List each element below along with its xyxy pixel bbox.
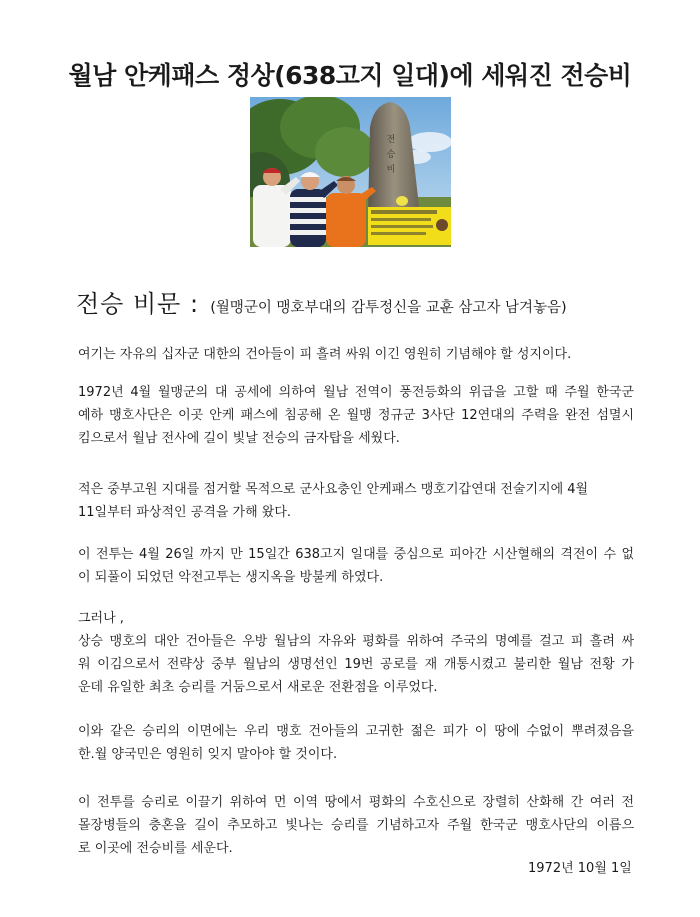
paragraph-1 [78,343,634,366]
paragraph-6 [78,720,634,766]
svg-text:비: 비 [386,165,396,175]
inscription-heading [76,284,567,319]
paragraph-3 [78,478,634,524]
paragraph-line: 예하 맹호사단은 이곳 안케 패스에 침공해 온 월맹 정규군 3사단 12연대의 주력을 완전 섬멸시 [78,408,634,423]
paragraph-line: 킴으로서 월남 전사에 길이 빛날 전승의 금자탑을 세웠다. [78,431,400,446]
paragraph-line: 그러나 , [78,611,124,626]
document-title: 월남 안케패스 정상(638고지 일대)에 세워진 전승비 [68,61,632,90]
paragraph-line: 이 되풀이 되었던 악전고투는 생지옥을 방불케 하였다. [78,570,384,585]
monument-photo [250,97,451,247]
paragraph-line: 워 이김으로서 전략상 중부 월남의 생명선인 19번 공로를 재 개통시켰고 불리한 월남 전황 가 [78,657,634,672]
svg-text:전: 전 [386,135,396,145]
paragraph-line: 1972년 4월 월맹군의 대 공세에 의하여 월남 전역이 풍전등화의 위급을 고할 때 주월 한국군 [78,385,634,400]
paragraph-line: 여기는 자유의 십자군 대한의 건아들이 피 흘려 싸워 이긴 영원히 기념해야 할 성지이다. [78,347,572,362]
paragraph-line: 이 전투를 승리로 이끌기 위하여 먼 이역 땅에서 평화의 수호신으로 장렬히 산화해 간 여러 전 [78,795,634,810]
paragraph-line: 이 전투는 4월 26일 까지 만 15일간 638고지 일대를 중심으로 피아간 시산혈해의 격전이 수 없 [78,547,634,562]
paragraph-2 [78,381,634,450]
paragraph-line: 한.월 양국민은 영원히 잊지 말아야 할 것이다. [78,747,338,762]
paragraph-5 [78,607,634,699]
paragraph-7 [78,791,634,860]
paragraph-line: 이와 같은 승리의 이면에는 우리 맹호 건아들의 고귀한 젊은 피가 이 땅에 수없이 뿌려졌음을 [78,724,634,739]
svg-text:승: 승 [386,150,396,160]
paragraph-line: 로 이곳에 전승비를 세운다. [78,841,233,856]
paragraph-line: 운데 유일한 최초 승리를 거둠으로서 새로운 전환점을 이루었다. [78,680,438,695]
paragraph-line: 상승 맹호의 대안 건아들은 우방 월남의 자유와 평화를 위하여 주국의 명예를 걸고 피 흘려 싸 [78,634,634,649]
heading-main: 전승 비문 : [76,290,200,318]
paragraph-line: 몰장병들의 충혼을 길이 추모하고 빛나는 승리를 기념하고자 주월 한국군 맹호사단의 이름으 [78,818,634,833]
paragraph-line: 11일부터 파상적인 공격을 가해 왔다. [78,505,292,520]
inscription-date: 1972년 10월 1일 [528,861,632,876]
paragraph-4 [78,543,634,589]
heading-subtitle: (월맹군이 맹호부대의 감투정신을 교훈 삼고자 남겨놓음) [210,300,567,316]
paragraph-line: 적은 중부고원 지대를 점거할 목적으로 군사요충인 안케패스 맹호기갑연대 전술기지에 4월 [78,482,589,497]
